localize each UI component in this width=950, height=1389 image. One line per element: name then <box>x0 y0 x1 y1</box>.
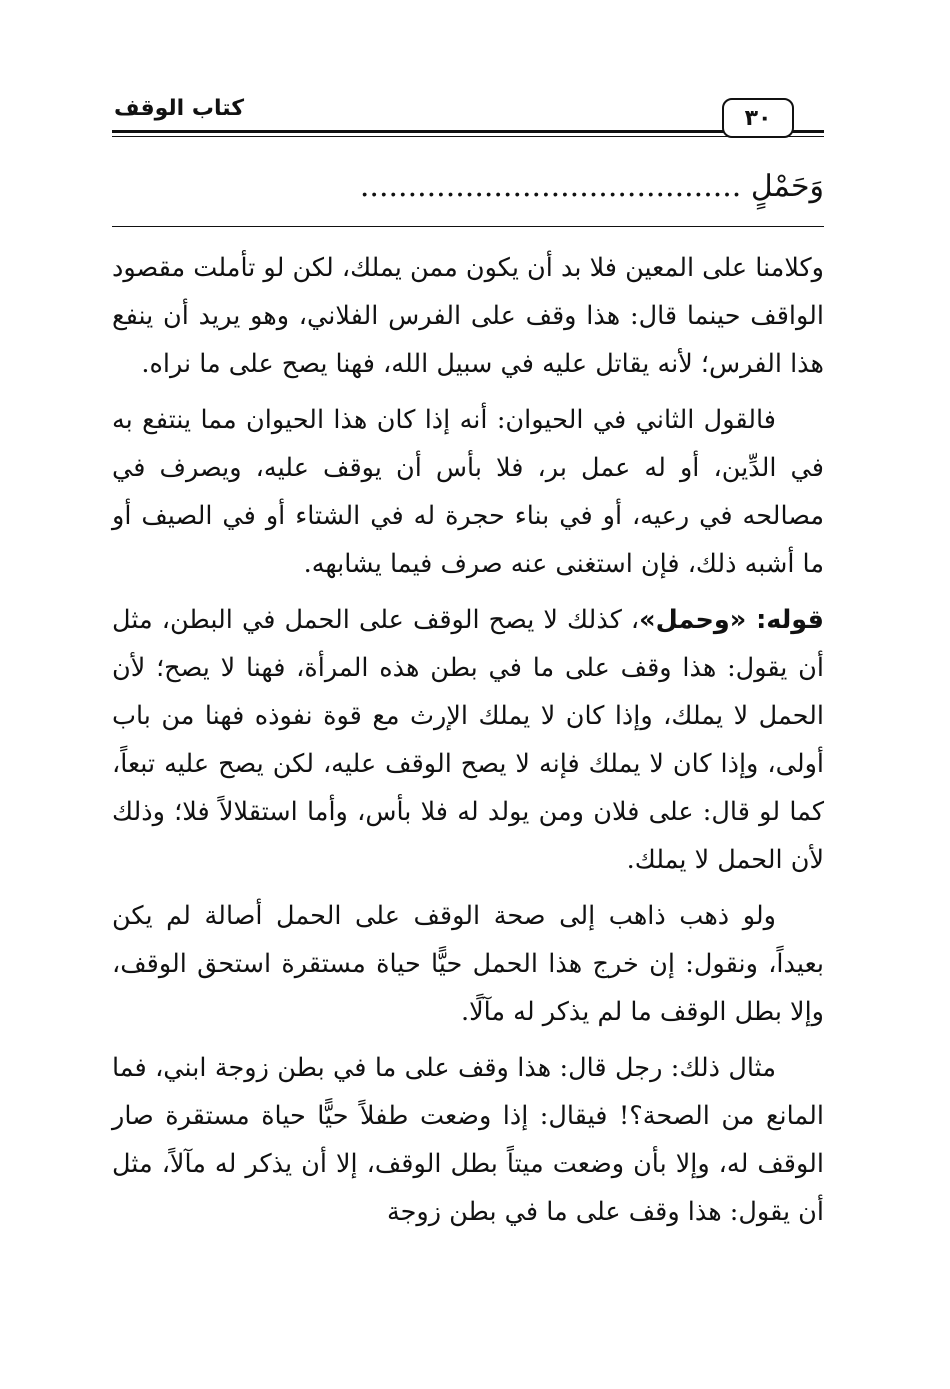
book-title: كتاب الوقف <box>114 96 245 121</box>
page-header <box>112 92 824 152</box>
paragraph-3-text: ، كذلك لا يصح الوقف على الحمل في البطن، مثل أن يقول: هذا وقف على ما في بطن هذه المرأة، فهنا لا يصح؛ لأن الحمل لا يملك، وإذا كان لا يملك الإرث مع قوة نفوذه فهنا من باب أولى، وإذا كان لا يملك فإنه لا يصح الوقف عليه، لكن يصح عليه تبعاً، كما لو قال: على فلان ومن يولد له فلا بأس، وأما استقلالاً فلا؛ وذلك لأن الحمل لا يملك. <box>112 605 824 875</box>
commentary-body <box>112 244 824 1244</box>
paragraph-4: ولو ذهب ذاهب إلى صحة الوقف على الحمل أصالة لم يكن بعيداً، ونقول: إن خرج هذا الحمل حيًّا حياة مستقرة استحق الوقف، وإلا بطل الوقف ما لم يذكر له مآلًا. <box>112 901 824 1027</box>
matn-line <box>112 162 824 212</box>
paragraph-5: مثال ذلك: رجل قال: هذا وقف على ما في بطن زوجة ابني، فما المانع من الصحة؟! فيقال: إذا وضعت طفلاً حيًّا حياة مستقرة صار الوقف له، وإلا بأن وضعت ميتاً بطل الوقف، إلا أن يذكر له مآلاً، مثل أن يقول: هذا وقف على ما في بطن زوجة <box>112 1053 824 1227</box>
matn-word: وَحَمْلٍ <box>750 169 824 204</box>
page-number: ٣٠ <box>722 98 794 138</box>
quote-lead: قوله: «وحمل» <box>639 605 824 635</box>
header-rule-thick <box>112 130 824 133</box>
header-rule-thin <box>112 136 824 137</box>
paragraph-3 <box>112 596 824 884</box>
paragraph-2: فالقول الثاني في الحيوان: أنه إذا كان هذا الحيوان مما ينتفع به في الدِّين، أو له عمل بر، فلا بأس أن يوقف عليه، ويصرف في مصالحه في رعيه، أو في بناء حجرة له في الشتاء أو في الصيف أو ما أشبه ذلك، فإن استغنى عنه صرف فيما يشابهه. <box>112 405 824 579</box>
matn-separator <box>112 226 824 227</box>
matn-dots: ........................................ <box>359 169 742 204</box>
paragraph-1: وكلامنا على المعين فلا بد أن يكون ممن يملك، لكن لو تأملت مقصود الواقف حينما قال: هذا وقف على الفرس الفلاني، وهو يريد أن ينفع هذا الفرس؛ لأنه يقاتل عليه في سبيل الله، فهنا يصح على ما نراه. <box>112 253 824 379</box>
